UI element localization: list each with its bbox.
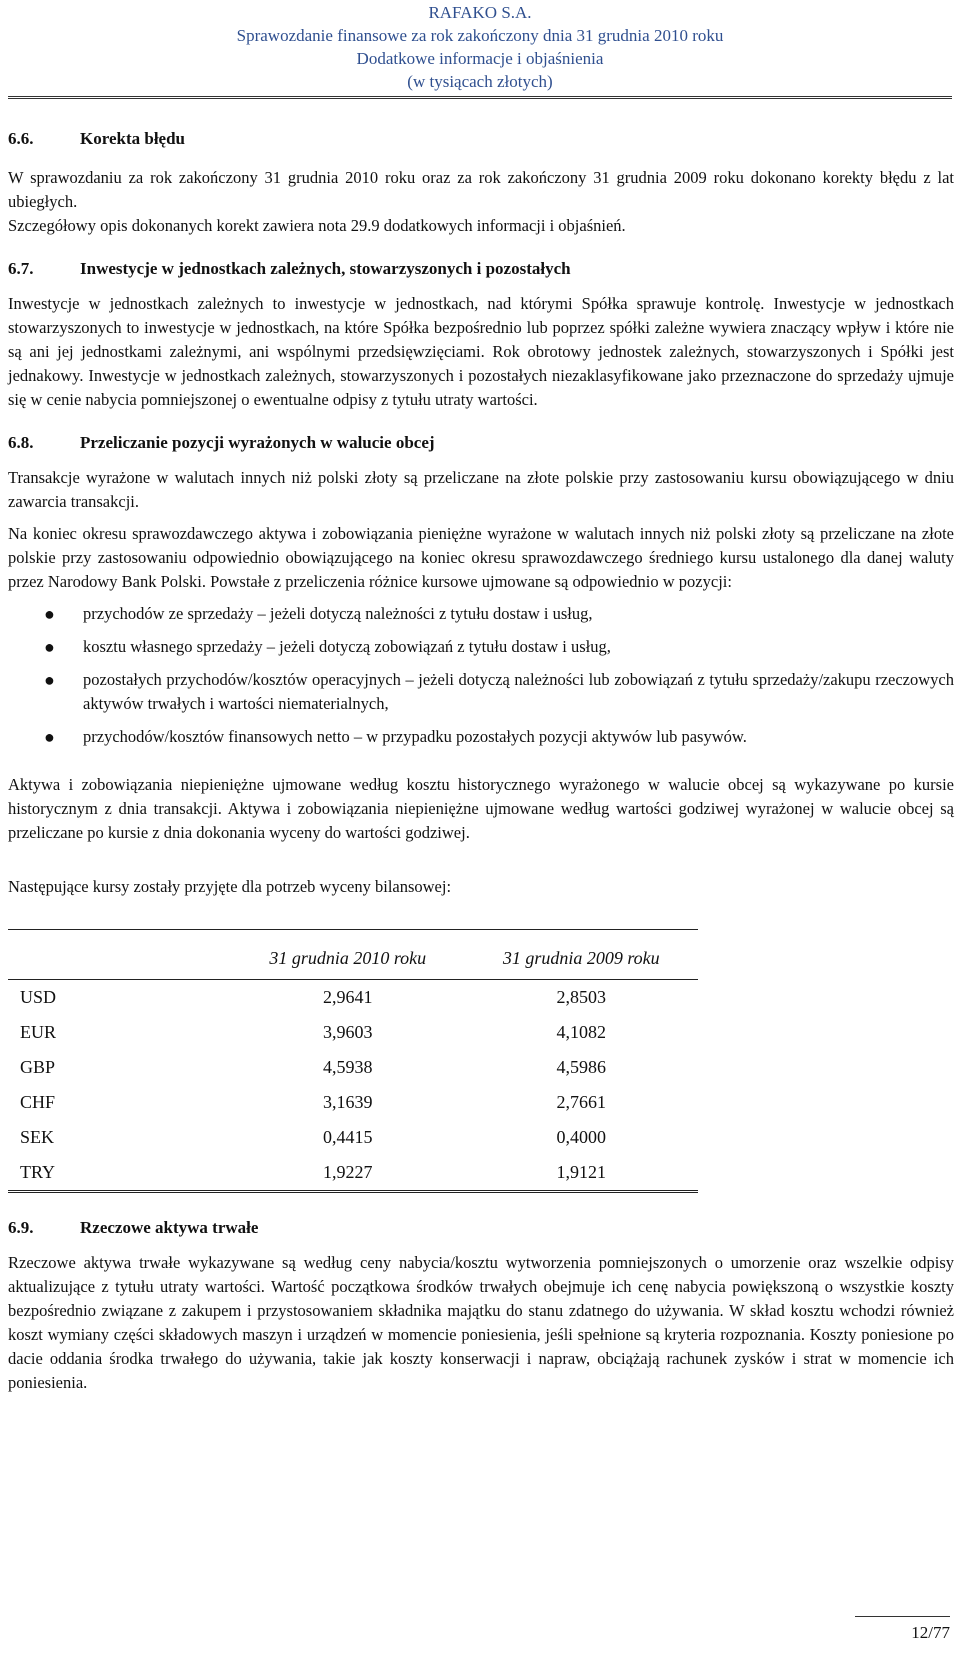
rate-2009: 2,7661 [556,1092,606,1112]
list-item: ● przychodów/kosztów finansowych netto – w przypadku pozostałych pozycji aktywów lub pasywów. [44,727,747,747]
bullet-icon: ● [44,637,55,657]
rate-2010: 3,9603 [323,1022,373,1042]
rate-2010: 0,4415 [323,1127,373,1147]
exchange-rates-table [8,930,698,1190]
company-name: RAFAKO S.A. [428,3,532,22]
table-row [8,1120,698,1155]
rate-2009: 4,5986 [556,1057,606,1077]
table-row [8,1085,698,1120]
section-title: Przeliczanie pozycji wyrażonych w walucie obcej [80,433,435,452]
paragraph: W sprawozdaniu za rok zakończony 31 grudnia 2010 roku oraz za rok zakończony 31 grudnia 2009 roku dokonano korekty błędu z lat ubiegłych. [8,168,954,211]
section-number: 6.8. [8,433,34,452]
section-number: 6.7. [8,259,34,278]
header-divider [8,96,952,99]
bullet-icon: ● [44,727,55,747]
paragraph: Na koniec okresu sprawozdawczego aktywa i zobowiązania pieniężne wyrażone w walutach innych niż polski złoty są przeliczane na złote polskie przy zastosowaniu odpowiednio obowiązującego na koniec okresu sprawozdawczego średniego kursu ustalonego dla danej waluty przez Narodowy Bank Polski. Powstałe z przeliczenia różnice kursowe ujmowane są odpowiednio w pozycji: [8,524,954,591]
bullet-icon: ● [44,670,55,690]
rate-2009: 1,9121 [556,1162,606,1182]
paragraph: Aktywa i zobowiązania niepieniężne ujmowane według kosztu historycznego wyrażonego w walucie obcej są wykazywane po kursie historycznym z dnia transakcji. Aktywa i zobowiązania niepieniężne ujmowane według wartości godziwej wyrażonej w walucie obcej są przeliczane po kursie z dnia dokonania wyceny do wartości godziwej. [8,775,954,842]
paragraph: Rzeczowe aktywa trwałe wykazywane są według ceny nabycia/kosztu wytworzenia pomniejszonych o umorzenie oraz wszelkie odpisy aktualizujące z tytułu utraty wartości. Wartość początkowa środków trwałych obejmuje ich cenę nabycia powiększoną o wszystkie koszty bezpośrednio związane z zakupem i przystosowaniem składnika majątku do stanu zdatnego do używania. W skład kosztu wchodzi również koszt wymiany części składowych maszyn i urządzeń w momencie poniesienia, jeśli spełnione są kryteria rozpoznania. Koszty poniesione po dacie oddania środka trwałego do używania, takie jak koszty konserwacji i napraw, obciążają rachunek zysków i strat w momencie ich poniesienia. [8,1253,954,1392]
footer-divider [855,1616,950,1617]
rate-2009: 4,1082 [556,1022,606,1042]
header-cell-currency [8,930,231,980]
currency-code: GBP [20,1057,56,1077]
section-6-8-heading [8,432,954,454]
bullet-icon: ● [44,604,55,624]
document-header [0,0,960,93]
rate-2010: 2,9641 [323,987,373,1007]
table-bottom-rule [8,1190,698,1193]
section-6-7-heading [8,258,954,280]
section-title: Dodatkowe informacje i objaśnienia [356,49,604,68]
currency-code: SEK [20,1127,55,1147]
currency-code: TRY [20,1162,56,1182]
table-row [8,1015,698,1050]
section-title: Inwestycje w jednostkach zależnych, stowarzyszonych i pozostałych [80,259,571,278]
header-cell-2009: 31 grudnia 2009 roku [465,930,699,980]
bullet-list [8,602,954,749]
section-6-9-heading [8,1217,954,1239]
list-item: ● przychodów ze sprzedaży – jeżeli dotyczą należności z tytułu dostaw i usług, [44,604,593,624]
rate-2010: 1,9227 [323,1162,373,1182]
table-header-row [8,930,698,980]
table-row [8,1155,698,1190]
list-item: ● pozostałych przychodów/kosztów operacyjnych – jeżeli dotyczą należności lub zobowiązań z tytułu sprzedaży/zakupu rzeczowych aktywów trwałych i wartości niematerialnych, [44,670,954,713]
paragraph: Następujące kursy zostały przyjęte dla potrzeb wyceny bilansowej: [8,877,452,896]
currency-code: CHF [20,1092,56,1112]
rate-2009: 0,4000 [556,1127,606,1147]
currency-code: USD [20,987,57,1007]
header-cell-2010: 31 grudnia 2010 roku [231,930,465,980]
paragraph: Transakcje wyrażone w walutach innych niż polski złoty są przeliczane na złote polskie przy zastosowaniu kursu obowiązującego w dniu zawarcia transakcji. [8,468,954,511]
list-item: ● kosztu własnego sprzedaży – jeżeli dotyczą zobowiązań z tytułu dostaw i usług, [44,637,611,657]
page-number: 12/77 [911,1623,950,1642]
report-title: Sprawozdanie finansowe za rok zakończony dnia 31 grudnia 2010 roku [236,26,724,45]
rate-2010: 4,5938 [323,1057,373,1077]
section-title: Korekta błędu [80,129,186,148]
section-number: 6.9. [8,1218,34,1237]
table-row [8,1050,698,1085]
section-number: 6.6. [8,129,34,148]
rate-2009: 2,8503 [556,987,606,1007]
section-6-6-heading [8,128,954,150]
units-note: (w tysiącach złotych) [407,72,553,91]
section-title: Rzeczowe aktywa trwałe [80,1218,259,1237]
table-row [8,980,698,1016]
currency-code: EUR [20,1022,56,1042]
rate-2010: 3,1639 [323,1092,373,1112]
paragraph: Szczegółowy opis dokonanych korekt zawiera nota 29.9 dodatkowych informacji i objaśnień. [8,216,626,235]
paragraph: Inwestycje w jednostkach zależnych to inwestycje w jednostkach, nad którymi Spółka sprawuje kontrolę. Inwestycje w jednostkach stowarzyszonych to inwestycje w jednostkach, na które Spółka bezpośrednio lub poprzez spółki zależne wywiera znaczący wpływ i które nie są ani jej jednostkami zależnymi, ani wspólnymi przedsięwzięciami. Rok obrotowy jednostek zależnych, stowarzyszonych i Spółki jest jednakowy. Inwestycje w jednostkach zależnych, stowarzyszonych i pozostałych niezaklasyfikowane jako przeznaczone do sprzedaży ujmuje się w cenie nabycia pomniejszonej o ewentualne odpisy z tytułu utraty wartości. [8,294,954,409]
page-content [8,128,954,1395]
